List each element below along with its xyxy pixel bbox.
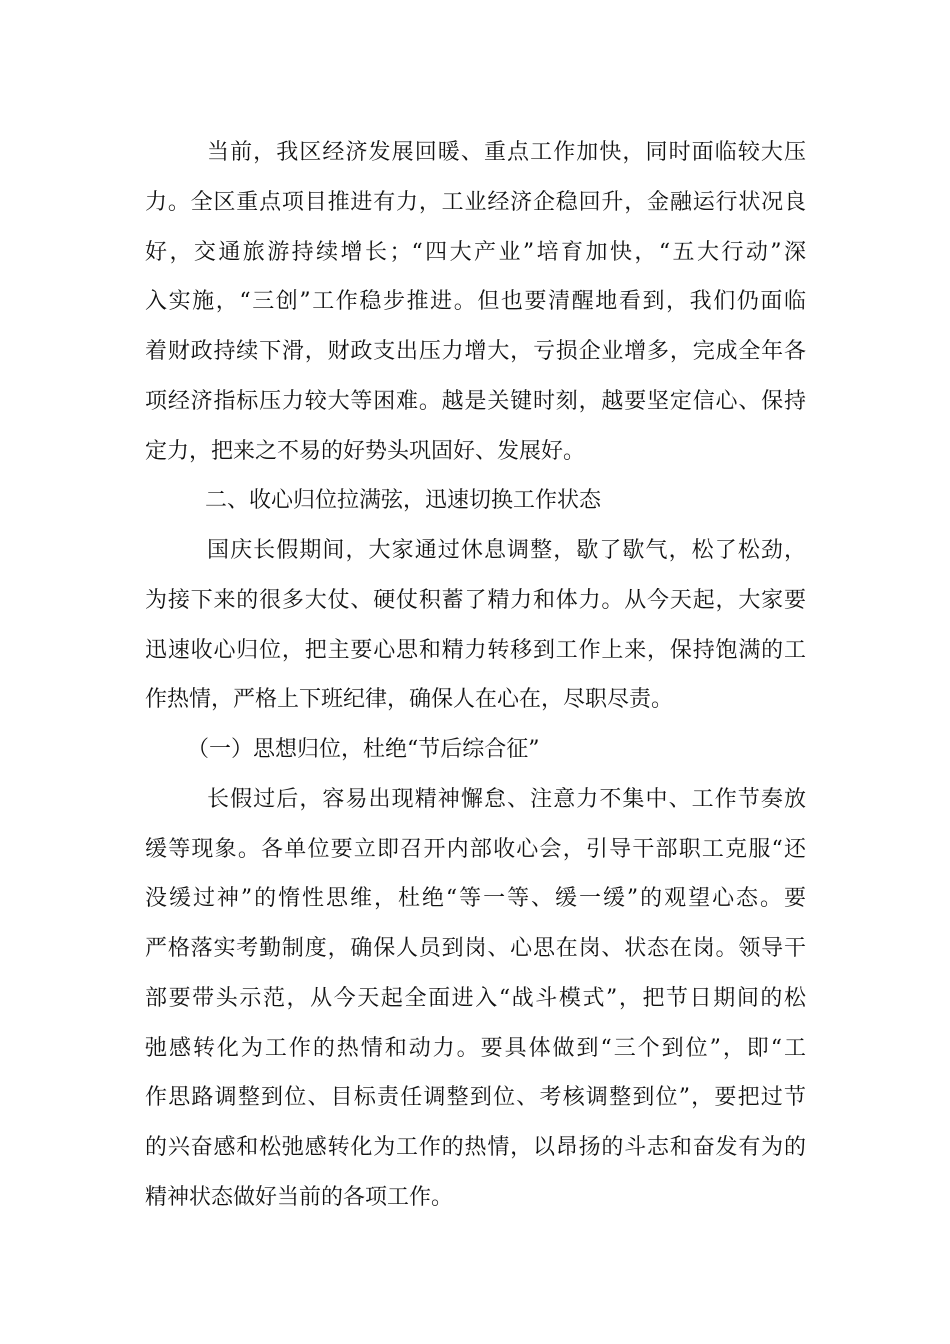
document-page <box>145 128 806 1223</box>
paragraph-line: 为接下来的很多大仗、硬仗积蓄了精力和体力。从今天起，大家要 <box>145 587 806 613</box>
paragraph-line: 长假过后，容易出现精神懈怠、注意力不集中、工作节奏放 <box>207 786 806 812</box>
paragraph-line: 国庆长假期间，大家通过休息调整，歇了歇气，松了松劲， <box>207 538 806 563</box>
paragraph-line: 好，交通旅游持续增长；“四大产业”培育加快，“五大行动”深 <box>145 239 806 265</box>
paragraph-line: 作热情，严格上下班纪律，确保人在心在，尽职尽责。 <box>145 687 674 713</box>
paragraph-line: 入实施，“三创”工作稳步推进。但也要清醒地看到，我们仍面临 <box>145 289 806 315</box>
paragraph-line: 精神状态做好当前的各项工作。 <box>145 1184 454 1210</box>
section-heading: 二、收心归位拉满弦，迅速切换工作状态 <box>205 488 602 514</box>
paragraph-line: 着财政持续下滑，财政支出压力增大，亏损企业增多，完成全年各 <box>145 339 806 364</box>
subsection-heading: （一）思想归位，杜绝“节后综合征” <box>187 737 540 762</box>
paragraph-line: 没缓过神”的惰性思维，杜绝“等一等、缓一缓”的观望心态。要 <box>145 886 806 912</box>
paragraph-line: 严格落实考勤制度，确保人员到岗、心思在岗、状态在岗。领导干 <box>145 936 806 961</box>
paragraph-line: 弛感转化为工作的热情和动力。要具体做到“三个到位”，即“工 <box>145 1035 806 1061</box>
paragraph-line: 的兴奋感和松弛感转化为工作的热情，以昂扬的斗志和奋发有为的 <box>145 1135 806 1160</box>
paragraph-line: 定力，把来之不易的好势头巩固好、发展好。 <box>145 438 586 464</box>
paragraph-line: 力。全区重点项目推进有力，工业经济企稳回升，金融运行状况良 <box>145 189 806 215</box>
paragraph-line: 迅速收心归位，把主要心思和精力转移到工作上来，保持饱满的工 <box>145 637 806 663</box>
paragraph-line: 部要带头示范，从今天起全面进入“战斗模式”，把节日期间的松 <box>145 985 806 1011</box>
paragraph-line: 作思路调整到位、目标责任调整到位、考核调整到位”，要把过节 <box>145 1085 806 1111</box>
paragraph-line: 缓等现象。各单位要立即召开内部收心会，引导干部职工克服“还 <box>145 836 806 862</box>
paragraph-line: 当前，我区经济发展回暖、重点工作加快，同时面临较大压 <box>207 140 806 165</box>
paragraph-line: 项经济指标压力较大等困难。越是关键时刻，越要坚定信心、保持 <box>145 388 806 414</box>
